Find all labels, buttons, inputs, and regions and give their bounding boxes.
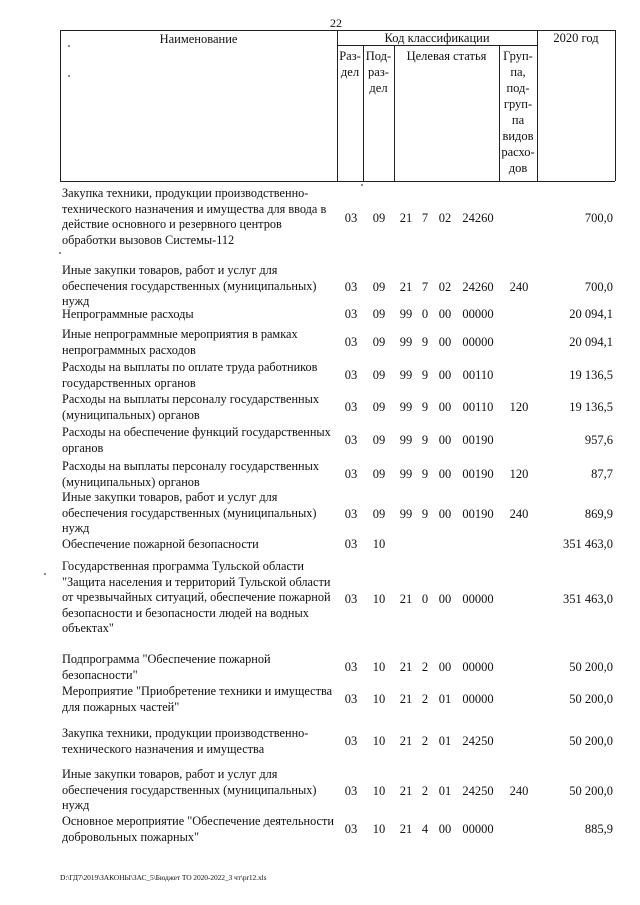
row-code-pr: 10 xyxy=(372,591,386,606)
row-code-rz: 03 xyxy=(344,280,358,295)
row-code-c4: 00000 xyxy=(462,659,494,674)
row-code-c2: 9 xyxy=(421,466,429,481)
row-amount: 20 094,1 xyxy=(569,306,613,321)
scan-speck xyxy=(44,573,46,575)
row-code-pr: 10 xyxy=(372,659,386,674)
row-amount: 19 136,5 xyxy=(569,399,613,414)
header-code-group: Код классификации xyxy=(384,31,490,45)
row-code-pr: 09 xyxy=(372,306,386,321)
row-amount: 351 463,0 xyxy=(563,536,613,551)
header-razdel: Раз- дел xyxy=(339,49,361,79)
row-code-rz: 03 xyxy=(344,591,358,606)
row-amount: 885,9 xyxy=(584,821,613,836)
row-code-rz: 03 xyxy=(344,536,358,551)
row-amount: 50 200,0 xyxy=(569,659,613,674)
row-code-c2: 4 xyxy=(421,821,429,836)
row-amount: 19 136,5 xyxy=(569,367,613,382)
scan-speck xyxy=(68,75,70,77)
row-code-c2: 2 xyxy=(421,659,429,674)
row-code-c4: 00000 xyxy=(462,306,494,321)
row-code-c4: 24260 xyxy=(462,280,494,295)
row-code-c1: 21 xyxy=(399,659,413,674)
row-name: Мероприятие "Приобретение техники и имущества для пожарных частей" xyxy=(62,684,333,714)
row-name: Основное мероприятие "Обеспечение деятельности добровольных пожарных" xyxy=(62,814,334,844)
row-code-vr: 120 xyxy=(509,399,529,414)
row-code-c3: 02 xyxy=(438,280,452,295)
row-amount: 50 200,0 xyxy=(569,733,613,748)
row-code-rz: 03 xyxy=(344,821,358,836)
row-code-c4: 24250 xyxy=(462,733,494,748)
row-code-c3: 00 xyxy=(438,399,452,414)
row-code-rz: 03 xyxy=(344,784,358,799)
row-code-c2: 2 xyxy=(421,784,429,799)
row-code-c1: 21 xyxy=(399,733,413,748)
row-code-c1: 21 xyxy=(399,591,413,606)
row-name: Закупка техники, продукции производственно-технического назначения и имущества для ввода в действие основного и резервного центров обработки вызовов Системы-112 xyxy=(62,186,327,247)
scan-speck xyxy=(59,252,61,254)
row-code-c1: 99 xyxy=(399,306,413,321)
row-code-c1: 99 xyxy=(399,334,413,349)
row-code-pr: 10 xyxy=(372,691,386,706)
header-year: 2020 год xyxy=(553,31,599,45)
row-code-c3: 00 xyxy=(438,367,452,382)
row-code-c1: 21 xyxy=(399,821,413,836)
row-code-c4: 00000 xyxy=(462,334,494,349)
row-code-rz: 03 xyxy=(344,507,358,522)
row-code-vr: 240 xyxy=(509,280,529,295)
row-code-rz: 03 xyxy=(344,691,358,706)
row-code-c2: 7 xyxy=(421,211,429,225)
row-code-c2: 0 xyxy=(421,306,429,321)
row-name: Обеспечение пожарной безопасности xyxy=(62,537,259,551)
row-code-pr: 10 xyxy=(372,536,386,551)
row-code-c4: 00190 xyxy=(462,507,494,522)
row-code-c3: 01 xyxy=(438,784,452,799)
header-group: Груп- па, под- груп- па видов расхо- дов xyxy=(501,49,535,175)
page-number: 22 xyxy=(330,16,342,30)
row-amount: 957,6 xyxy=(584,432,613,447)
header-podrazdel: Под- раз- дел xyxy=(365,49,392,95)
row-code-pr: 09 xyxy=(372,466,386,481)
row-code-c3: 01 xyxy=(438,733,452,748)
row-code-pr: 09 xyxy=(372,280,386,295)
row-name: Иные закупки товаров, работ и услуг для обеспечения государственных (муниципальных) нужд xyxy=(62,490,317,535)
row-code-rz: 03 xyxy=(344,211,358,225)
row-code-c3: 00 xyxy=(438,659,452,674)
row-amount: 87,7 xyxy=(591,466,613,481)
row-code-c3: 00 xyxy=(438,432,452,447)
row-code-c1: 99 xyxy=(399,367,413,382)
row-name: Закупка техники, продукции производственно-технического назначения и имущества xyxy=(62,726,309,756)
row-code-c4: 00000 xyxy=(462,821,494,836)
row-code-rz: 03 xyxy=(344,334,358,349)
row-code-c1: 21 xyxy=(399,691,413,706)
row-name: Иные непрограммные мероприятия в рамках непрограммных расходов xyxy=(62,327,298,357)
row-code-c3: 02 xyxy=(438,211,452,225)
row-code-rz: 03 xyxy=(344,466,358,481)
scan-speck xyxy=(68,45,70,47)
row-name: Расходы на выплаты по оплате труда работников государственных органов xyxy=(62,360,318,390)
row-code-pr: 10 xyxy=(372,821,386,836)
row-code-c3: 00 xyxy=(438,507,452,522)
row-code-pr: 09 xyxy=(372,211,386,225)
row-code-c1: 21 xyxy=(399,784,413,799)
row-name: Государственная программа Тульской области "Защита населения и территорий Тульской области от чрезвычайных ситуаций, обеспечение пожарной безопасности и безопасности людей на водных объектах" xyxy=(62,559,331,635)
row-code-pr: 10 xyxy=(372,733,386,748)
row-code-pr: 09 xyxy=(372,367,386,382)
row-amount: 700,0 xyxy=(584,211,613,225)
row-code-pr: 09 xyxy=(372,399,386,414)
row-code-c2: 2 xyxy=(421,733,429,748)
row-amount: 351 463,0 xyxy=(563,591,613,606)
row-code-c1: 99 xyxy=(399,466,413,481)
row-name: Иные закупки товаров, работ и услуг для обеспечения государственных (муниципальных) нужд xyxy=(62,767,317,812)
row-code-rz: 03 xyxy=(344,367,358,382)
row-code-c4: 00000 xyxy=(462,691,494,706)
row-code-c2: 9 xyxy=(421,432,429,447)
scan-speck xyxy=(361,184,363,186)
row-code-c1: 21 xyxy=(399,280,413,295)
row-code-c4: 00190 xyxy=(462,432,494,447)
row-amount: 20 094,1 xyxy=(569,334,613,349)
row-code-c2: 0 xyxy=(421,591,429,606)
row-code-c2: 9 xyxy=(421,367,429,382)
header-name: Наименование xyxy=(159,32,238,46)
row-amount: 50 200,0 xyxy=(569,784,613,799)
row-code-c4: 00190 xyxy=(462,466,494,481)
row-code-c4: 00110 xyxy=(462,399,494,414)
row-code-vr: 240 xyxy=(509,507,529,522)
row-code-c4: 24260 xyxy=(462,211,494,225)
row-code-pr: 09 xyxy=(372,432,386,447)
row-code-pr: 09 xyxy=(372,334,386,349)
row-code-c3: 00 xyxy=(438,334,452,349)
row-code-vr: 240 xyxy=(509,784,529,799)
file-path-footer: D:\ГД7\2019\ЗАКОНЫ\ЗАС_5\Бюджет ТО 2020-2022_3 чт\pr12.xls xyxy=(60,873,267,882)
row-code-c2: 9 xyxy=(421,507,429,522)
row-code-c3: 00 xyxy=(438,821,452,836)
row-code-c3: 01 xyxy=(438,691,452,706)
row-amount: 50 200,0 xyxy=(569,691,613,706)
row-name: Иные закупки товаров, работ и услуг для обеспечения государственных (муниципальных) нужд xyxy=(62,263,317,308)
row-code-c4: 00000 xyxy=(462,591,494,606)
row-code-pr: 09 xyxy=(372,507,386,522)
row-code-c3: 00 xyxy=(438,591,452,606)
row-code-rz: 03 xyxy=(344,432,358,447)
row-code-c3: 00 xyxy=(438,466,452,481)
row-code-rz: 03 xyxy=(344,399,358,414)
row-name: Расходы на выплаты персоналу государственных (муниципальных) органов xyxy=(62,392,320,422)
row-code-c4: 00110 xyxy=(462,367,494,382)
row-name: Расходы на выплаты персоналу государственных (муниципальных) органов xyxy=(62,459,320,489)
row-code-c2: 9 xyxy=(421,399,429,414)
row-code-rz: 03 xyxy=(344,733,358,748)
row-name: Непрограммные расходы xyxy=(62,307,194,321)
row-code-c1: 99 xyxy=(399,432,413,447)
row-code-rz: 03 xyxy=(344,659,358,674)
row-code-rz: 03 xyxy=(344,306,358,321)
header-target: Целевая статья xyxy=(406,49,487,63)
row-code-vr: 120 xyxy=(509,466,529,481)
row-code-c3: 00 xyxy=(438,306,452,321)
row-code-c1: 99 xyxy=(399,399,413,414)
row-name: Расходы на обеспечение функций государственных органов xyxy=(62,425,331,455)
row-code-c1: 99 xyxy=(399,507,413,522)
row-code-c2: 9 xyxy=(421,334,429,349)
row-code-pr: 10 xyxy=(372,784,386,799)
row-code-c2: 2 xyxy=(421,691,429,706)
row-amount: 700,0 xyxy=(584,280,613,295)
row-code-c4: 24250 xyxy=(462,784,494,799)
row-code-c1: 21 xyxy=(399,211,413,225)
row-name: Подпрограмма "Обеспечение пожарной безопасности" xyxy=(62,652,271,682)
row-code-c2: 7 xyxy=(421,280,429,295)
row-amount: 869,9 xyxy=(584,507,613,522)
